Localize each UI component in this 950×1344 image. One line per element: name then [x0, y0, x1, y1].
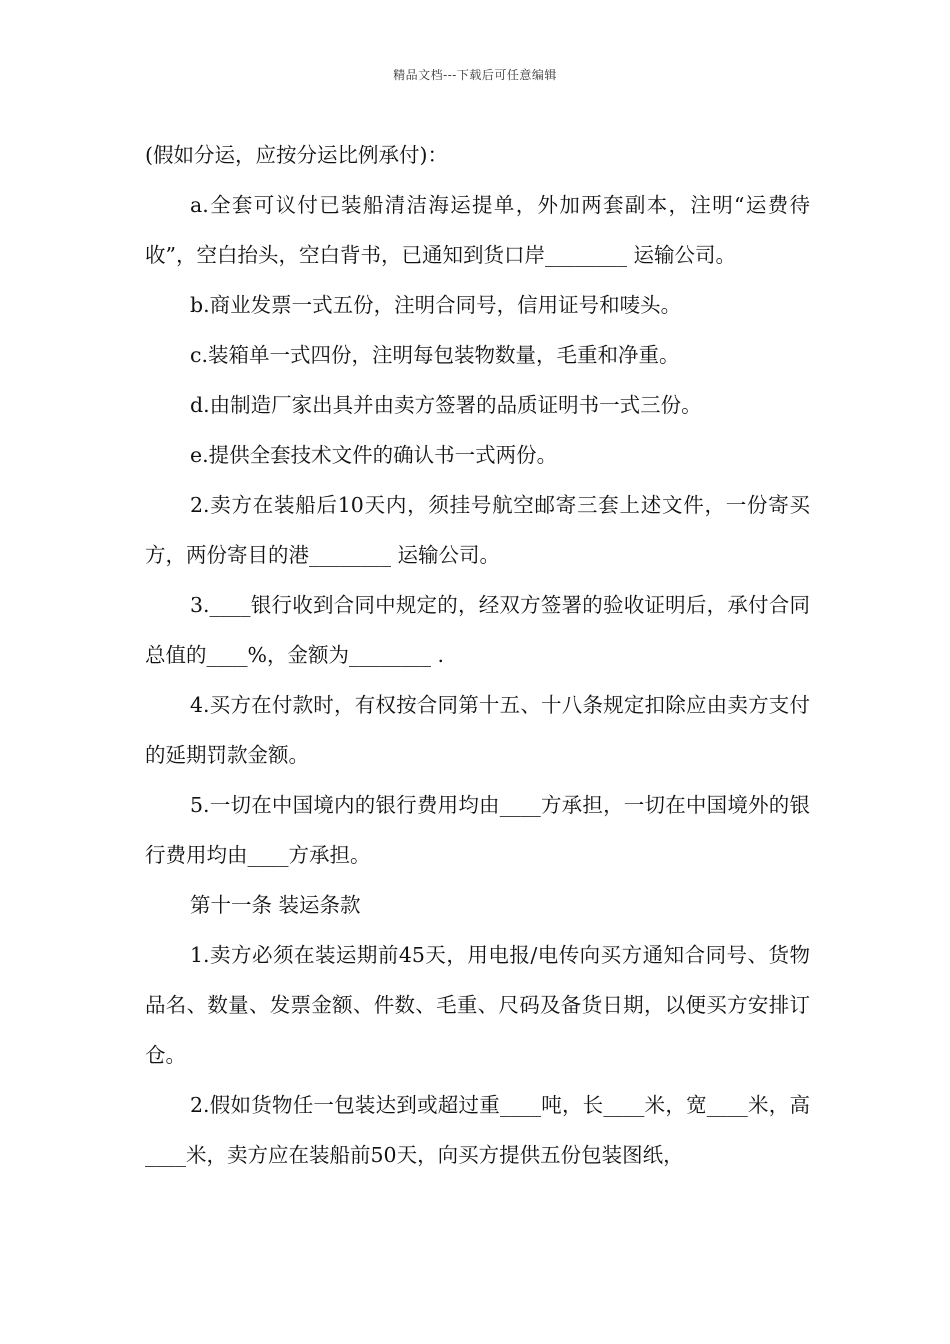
paragraph-shipping-clause-1: 1.卖方必须在装运期前45天，用电报/电传向买方通知合同号、货物品名、数量、发票金额、件数、毛重、尺码及备货日期，以便买方安排订仓。 [145, 943, 810, 1067]
paragraph-item-c-packing-list: c.装箱单一式四份，注明每包装物数量，毛重和净重。 [190, 343, 680, 367]
paragraph-clause-2-mailing-documents: 2.卖方在装船后10天内，须挂号航空邮寄三套上述文件，一份寄买方，两份寄目的港________ 运输公司。 [145, 493, 810, 567]
paragraph-item-b-commercial-invoice: b.商业发票一式五份，注明合同号，信用证号和唛头。 [190, 293, 682, 317]
paragraph-clause-4-penalty-deduction: 4.买方在付款时，有权按合同第十五、十八条规定扣除应由卖方支付的延期罚款金额。 [145, 693, 810, 767]
paragraph-item-a-bill-of-lading: a.全套可议付已装船清洁海运提单，外加两套副本，注明“运费待收”，空白抬头，空白背书，已通知到货口岸________ 运输公司。 [145, 193, 810, 267]
paragraph-clause-3-bank-payment: 3.____银行收到合同中规定的，经双方签署的验收证明后，承付合同总值的____%，金额为________ . [145, 593, 810, 667]
paragraph-clause-5-bank-charges: 5.一切在中国境内的银行费用均由____方承担，一切在中国境外的银行费用均由____方承担。 [145, 793, 810, 867]
page-header: 精品文档---下载后可任意编辑 [393, 68, 557, 82]
paragraph-item-e-technical-documents: e.提供全套技术文件的确认书一式两份。 [190, 443, 558, 467]
document-body [145, 130, 810, 1180]
section-heading-article-11: 第十一条 装运条款 [190, 893, 361, 917]
paragraph-partial-shipment-note: (假如分运，应按分运比例承付)： [145, 143, 448, 167]
paragraph-item-d-quality-certificate: d.由制造厂家出具并由卖方签署的品质证明书一式三份。 [190, 393, 702, 417]
paragraph-shipping-clause-2: 2.假如货物任一包装达到或超过重____吨，长____米，宽____米，高____米，卖方应在装船前50天，向买方提供五份包装图纸， [145, 1093, 810, 1167]
